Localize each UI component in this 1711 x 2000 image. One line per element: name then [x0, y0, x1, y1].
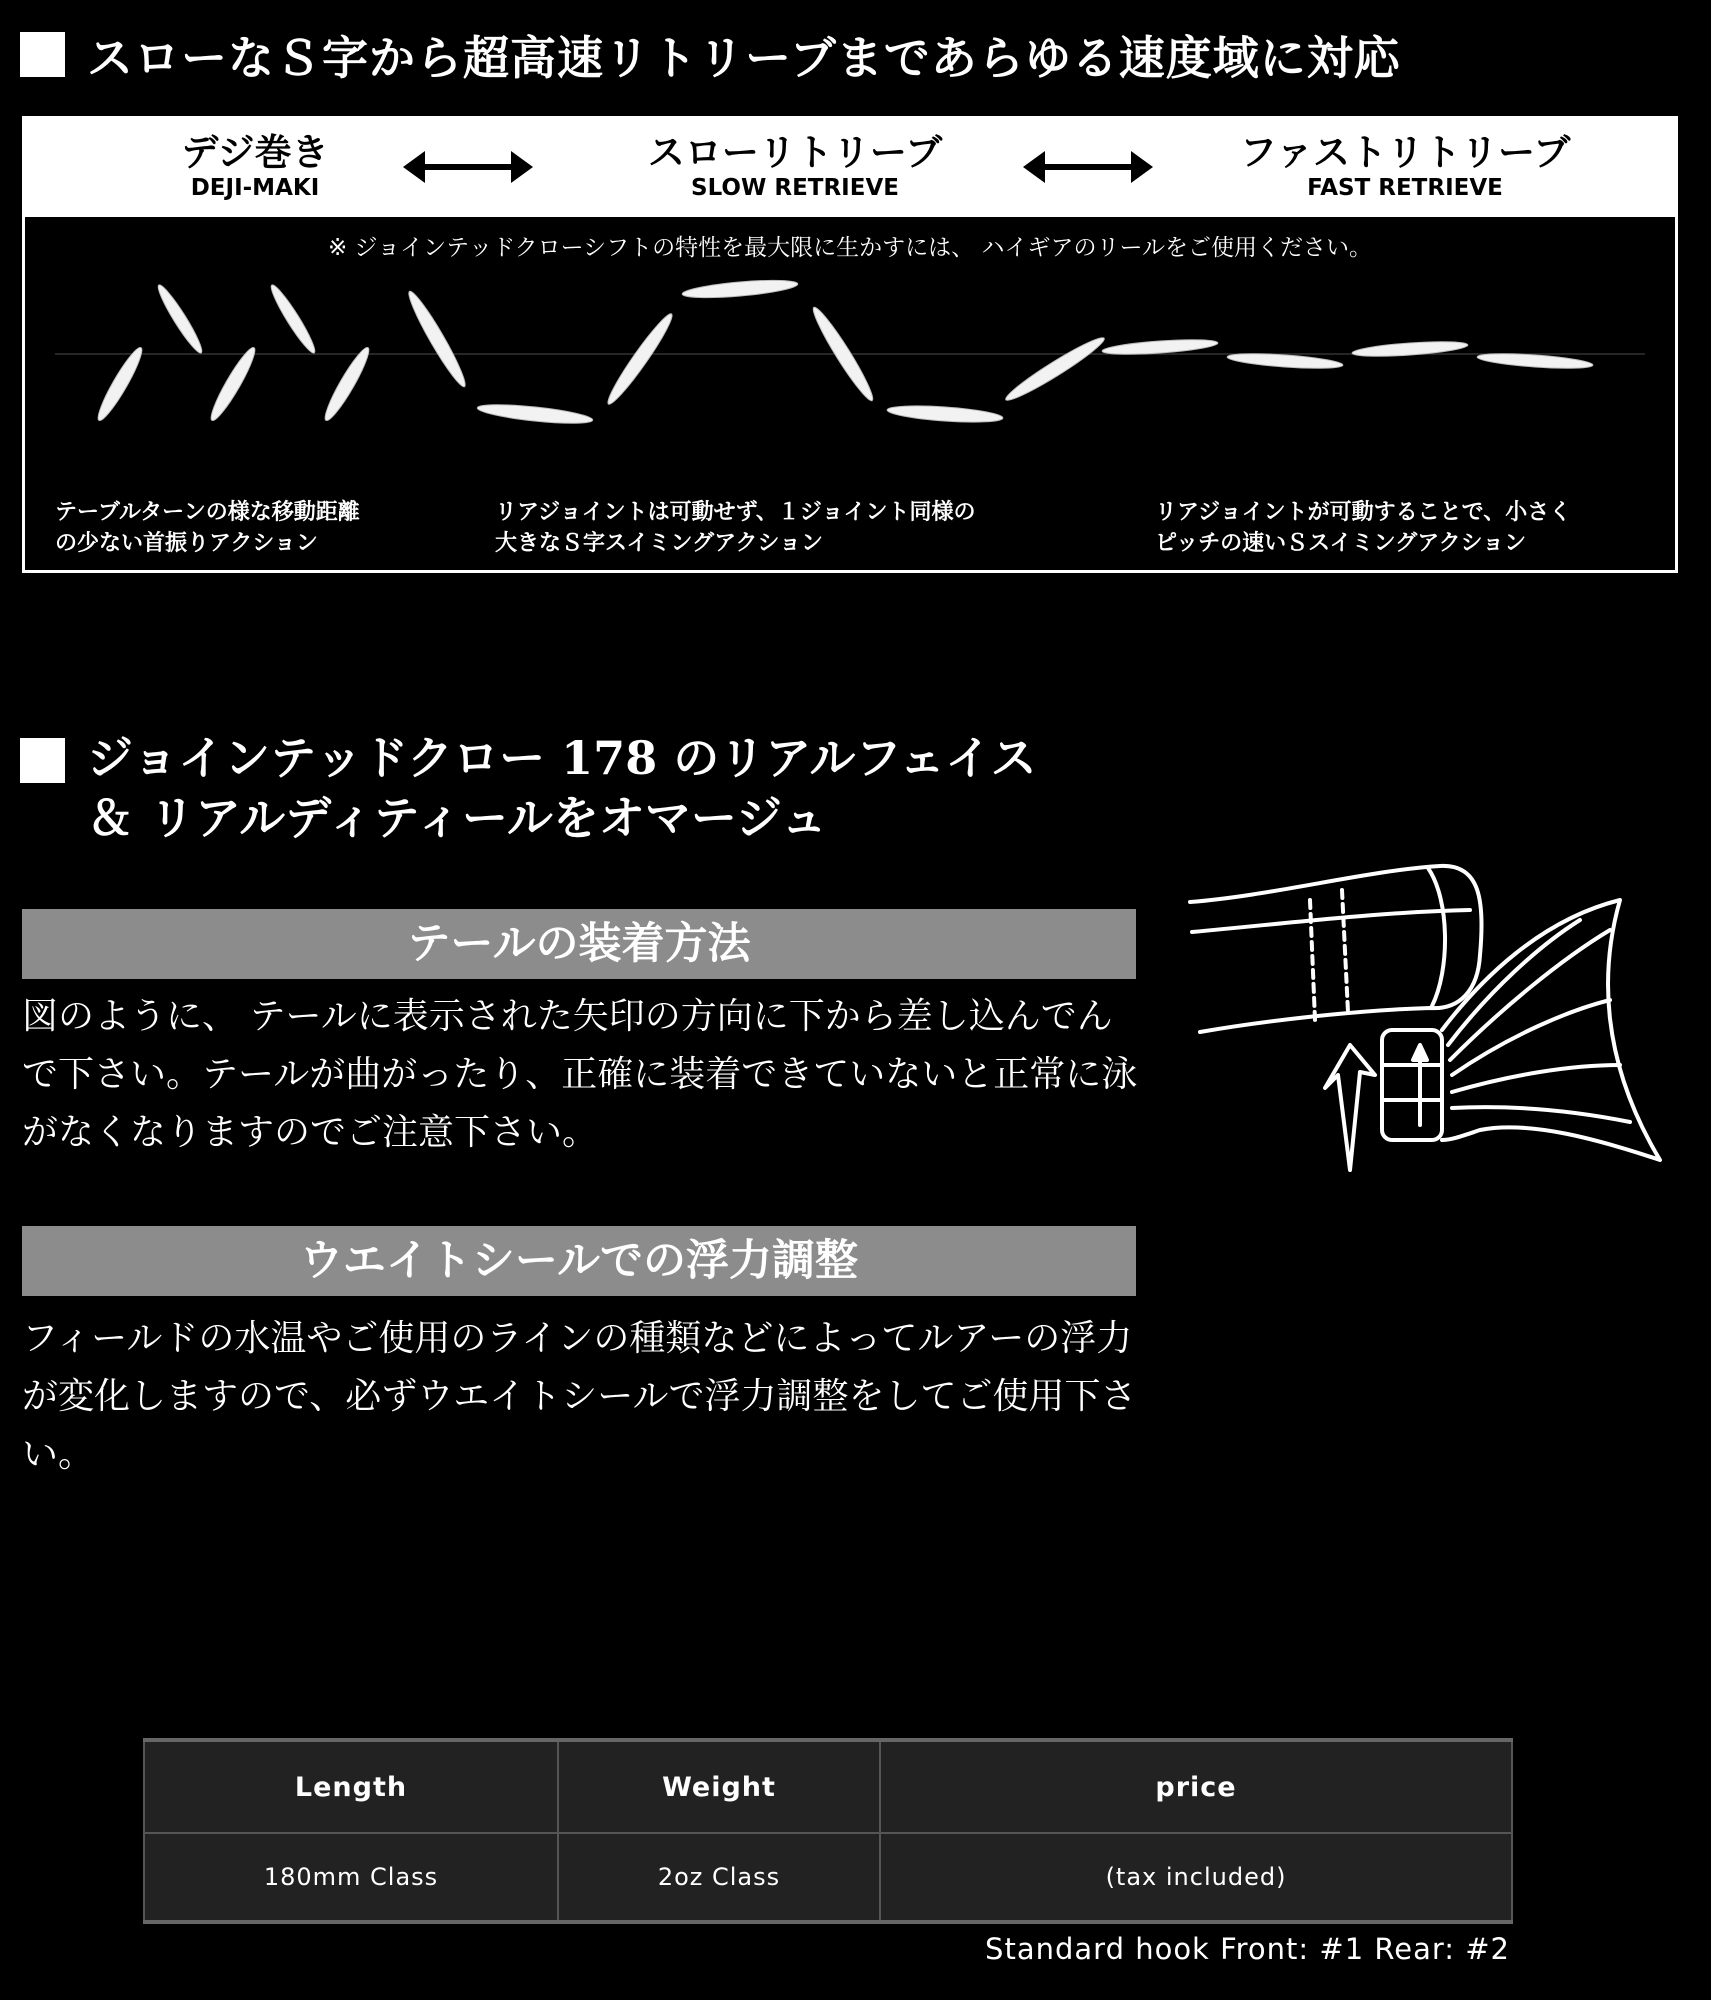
table-header-row	[144, 1740, 1512, 1833]
double-arrow-icon	[403, 147, 533, 187]
deji-maki-description-line2: の少ない首振りアクション	[55, 531, 318, 556]
reel-note: ※ ジョインテッドクローシフトの特性を最大限に生かすには、 ハイギアのリールをご使用ください。	[327, 235, 1373, 261]
lure-shape	[682, 277, 799, 301]
mode-slow-retrieve	[595, 131, 995, 201]
mode-fast-retrieve-jp: ファストリトリーブ	[1239, 131, 1571, 174]
lure-shape	[154, 282, 207, 356]
header-price: price	[880, 1740, 1512, 1833]
lure-shape	[403, 288, 470, 390]
section-title-real-face-line1: ジョインテッドクロー 178 のリアルフェイス	[87, 731, 1037, 785]
white-square-icon	[20, 32, 65, 77]
weight-seal-heading: ウエイトシールでの浮力調整	[22, 1226, 1136, 1296]
slow-retrieve-description-line2: 大きなＳ字スイミングアクション	[495, 531, 824, 556]
lure-shape	[93, 344, 147, 424]
tail-mount-body: 図のように、 テールに表示された矢印の方向に下から差し込んでんで下さい。テールが曲がったり、正確に装着できていないと正常に泳がなくなりますのでご注意下さい。	[22, 996, 1138, 1153]
white-square-icon	[20, 738, 65, 783]
lure-shape	[320, 344, 374, 424]
mode-slow-retrieve-en: SLOW RETRIEVE	[691, 175, 899, 201]
weight-seal-body: フィールドの水温やご使用のラインの種類などによってルアーの浮力が変化しますので、必ずウエイトシールで浮力調整をしてご使用下さい。	[22, 1318, 1137, 1475]
cell-weight: 2oz Class	[558, 1833, 880, 1922]
section-title-speed-text: スローなＳ字から超高速リトリーブまであらゆる速度域に対応	[87, 31, 1401, 85]
spec-table	[143, 1738, 1513, 1924]
double-arrow-icon	[1023, 147, 1153, 187]
fast-retrieve-description-line2: ピッチの速いＳスイミングアクション	[1155, 531, 1527, 556]
fast-retrieve-description-line1: リアジョイントが可動することで、小さく	[1155, 500, 1572, 525]
section-title-real-face	[20, 728, 1037, 848]
tail-mount-heading: テールの装着方法	[22, 909, 1136, 979]
deji-maki-description	[55, 497, 475, 559]
cell-price: (tax included)	[880, 1833, 1512, 1922]
lure-action-illustration	[25, 269, 1675, 439]
mode-slow-retrieve-jp: スローリトリーブ	[647, 131, 943, 174]
table-row	[144, 1833, 1512, 1922]
standard-hook-note: Standard hook Front: #1 Rear: #2	[985, 1932, 1510, 1966]
fast-retrieve-description	[1155, 497, 1665, 559]
retrieve-mode-header	[25, 119, 1675, 217]
lure-shape	[603, 310, 678, 408]
section-title-real-face-line2: ＆ リアルディティールをオマージュ	[87, 791, 828, 845]
lure-shape	[1352, 339, 1469, 359]
mode-deji-maki	[135, 131, 375, 201]
lure-shape	[206, 344, 260, 424]
cell-length: 180mm Class	[144, 1833, 558, 1922]
mode-deji-maki-en: DEJI-MAKI	[190, 175, 320, 201]
mode-fast-retrieve-en: FAST RETRIEVE	[1307, 175, 1503, 201]
deji-maki-description-line1: テーブルターンの様な移動距離	[55, 500, 360, 525]
lure-shape	[1002, 332, 1108, 405]
slow-retrieve-description-line1: リアジョイントは可動せず、１ジョイント同様の	[495, 500, 976, 525]
header-length: Length	[144, 1740, 558, 1833]
lure-shape	[477, 401, 594, 427]
lure-shape	[267, 282, 320, 356]
mode-fast-retrieve	[1185, 131, 1625, 201]
slow-retrieve-description	[495, 497, 1095, 559]
swimbait-tail-illustration	[1180, 860, 1680, 1230]
retrieve-speed-panel	[22, 116, 1678, 573]
lure-shape	[887, 403, 1004, 425]
section-title-speed	[20, 22, 1401, 88]
header-weight: Weight	[558, 1740, 880, 1833]
mode-deji-maki-jp: デジ巻き	[181, 131, 329, 174]
